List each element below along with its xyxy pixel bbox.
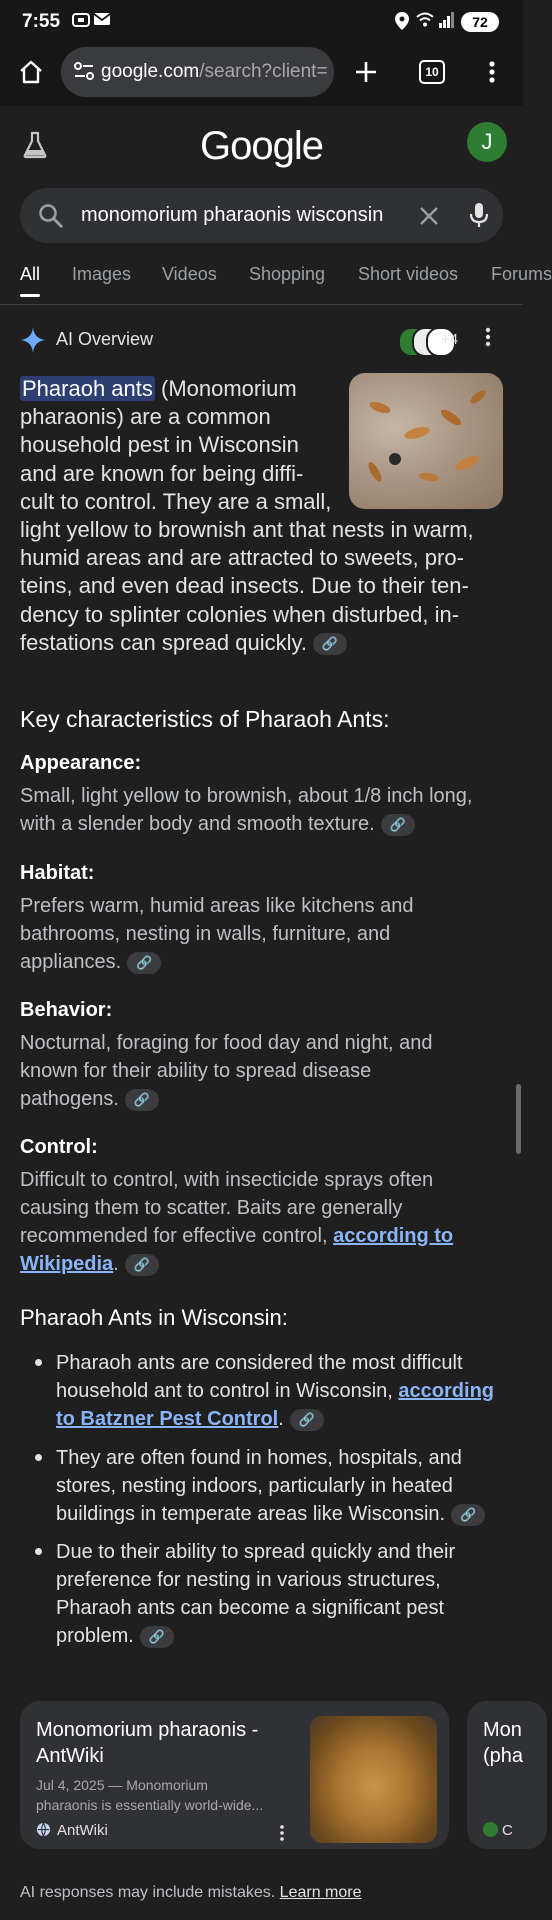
account-avatar[interactable]: J — [467, 122, 507, 162]
wikipedia-link-cont[interactable]: Wikipedia — [20, 1253, 114, 1275]
ai-overview-menu-icon[interactable] — [485, 327, 491, 353]
tab-all[interactable]: All — [20, 264, 41, 284]
browser-toolbar — [0, 44, 523, 106]
tab-images[interactable]: Images — [72, 264, 132, 284]
ai-overview-intro: Pharaoh ants (Monomorium pharaonis) are a common household pest in Wisconsin and are known for being diffi- cult to control. They are a small, light yellow to brownish ant that nests in warm, humid areas and are attracted to sweets, pro- teins, and even dead insects. Due to their ten- dency to splinter colonies when disturbed, in- festations can spread quickly. 🔗 — [20, 376, 474, 655]
ai-overview-title: AI Overview — [56, 329, 154, 349]
tab-shopping[interactable]: Shopping — [249, 264, 326, 284]
learn-more-link[interactable]: Learn more — [279, 1884, 362, 1901]
key-characteristics-heading: Key characteristics of Pharaoh Ants: — [20, 706, 390, 732]
browser-menu-button[interactable] — [472, 52, 512, 92]
card-source: C — [483, 1822, 513, 1839]
card-snippet: Jul 4, 2025 — Monomorium pharaonis is essentially world-wide... — [36, 1777, 264, 1813]
clear-icon[interactable] — [418, 205, 440, 227]
microphone-icon[interactable] — [469, 201, 489, 229]
card-title: Monomorium pharaonis - AntWiki — [36, 1719, 259, 1767]
new-tab-button[interactable] — [346, 52, 386, 92]
section-title-appearance: Appearance: — [20, 752, 142, 774]
search-box[interactable] — [20, 188, 503, 243]
page-scrollbar[interactable] — [516, 1084, 521, 1154]
search-icon — [38, 203, 64, 229]
citation-link-icon[interactable]: 🔗 — [125, 1254, 159, 1276]
ai-disclaimer: AI responses may include mistakes. Learn more — [20, 1884, 362, 1901]
section-title-control: Control: — [20, 1136, 98, 1158]
citation-link-icon[interactable]: 🔗 — [381, 814, 415, 836]
google-header — [0, 106, 523, 186]
ai-overview-header — [20, 325, 503, 355]
citation-link-icon[interactable]: 🔗 — [127, 952, 161, 974]
card-source: AntWiki — [36, 1822, 108, 1839]
home-icon — [18, 59, 44, 85]
citation-link-icon[interactable]: 🔗 — [290, 1409, 324, 1431]
search-tabs — [0, 258, 552, 305]
ant-head-image — [310, 1716, 437, 1843]
gemini-sparkle-icon — [20, 327, 46, 353]
site-settings-icon[interactable] — [73, 60, 95, 82]
section-text-control: Difficult to control, with insecticide sprays often causing them to scatter. Baits are generally recommended for effective control, according to Wikipedia. 🔗 — [20, 1169, 454, 1275]
wikipedia-link[interactable]: according to — [333, 1225, 454, 1247]
tab-short-videos[interactable]: Short videos — [358, 264, 459, 284]
source-card-2[interactable] — [467, 1701, 547, 1849]
source-favicon-icon — [483, 1822, 498, 1837]
section-title-behavior: Behavior: — [20, 999, 113, 1021]
section-text-habitat: Prefers warm, humid areas like kitchens and bathrooms, nesting in walls, furniture, and appliances. 🔗 — [20, 895, 414, 973]
batzner-link-cont[interactable]: to Batzner Pest Control — [56, 1408, 279, 1430]
globe-icon — [36, 1822, 51, 1837]
location-icon — [395, 12, 409, 35]
source-card-antwiki[interactable] — [20, 1701, 449, 1849]
url-text: google.com/search?client= — [101, 61, 328, 82]
status-time: 7:55 — [22, 11, 61, 32]
wisconsin-heading: Pharaoh Ants in Wisconsin: — [20, 1305, 288, 1330]
plus-icon — [354, 60, 378, 84]
highlight-pharaoh-ants: Pharaoh ants — [22, 376, 153, 401]
tab-count: 10 — [419, 60, 445, 84]
citation-link-icon[interactable]: 🔗 — [451, 1504, 485, 1526]
section-text-behavior: Nocturnal, foraging for food day and night, and known for their ability to spread disease pathogens. 🔗 — [20, 1032, 433, 1110]
email-icon — [94, 12, 110, 31]
citation-link-icon[interactable]: 🔗 — [125, 1089, 159, 1111]
screen-record-icon — [72, 12, 90, 33]
section-text-appearance: Small, light yellow to brownish, about 1/8 inch long, with a slender body and smooth texture. 🔗 — [20, 785, 473, 835]
batzner-link[interactable]: according — [398, 1380, 494, 1402]
wifi-icon — [416, 12, 434, 33]
search-input[interactable]: monomorium pharaonis wisconsin — [81, 204, 384, 226]
google-logo[interactable]: Google — [200, 124, 323, 168]
more-sources-count[interactable]: +4 — [441, 331, 459, 348]
section-title-habitat: Habitat: — [20, 862, 95, 884]
citation-link-icon[interactable]: 🔗 — [140, 1626, 174, 1648]
card-menu-icon[interactable] — [280, 1825, 284, 1841]
status-bar — [0, 0, 523, 44]
home-button[interactable] — [11, 52, 51, 92]
battery-indicator: 72 — [461, 12, 499, 32]
tab-videos[interactable]: Videos — [162, 264, 217, 284]
tab-switcher-button[interactable] — [412, 52, 452, 92]
address-bar[interactable] — [61, 47, 334, 97]
more-vert-icon — [489, 61, 495, 83]
citation-link-icon[interactable]: 🔗 — [313, 633, 347, 655]
card-title: Mon (pha — [483, 1719, 524, 1767]
signal-icon — [439, 12, 455, 33]
tab-forums[interactable]: Forums — [491, 264, 552, 284]
